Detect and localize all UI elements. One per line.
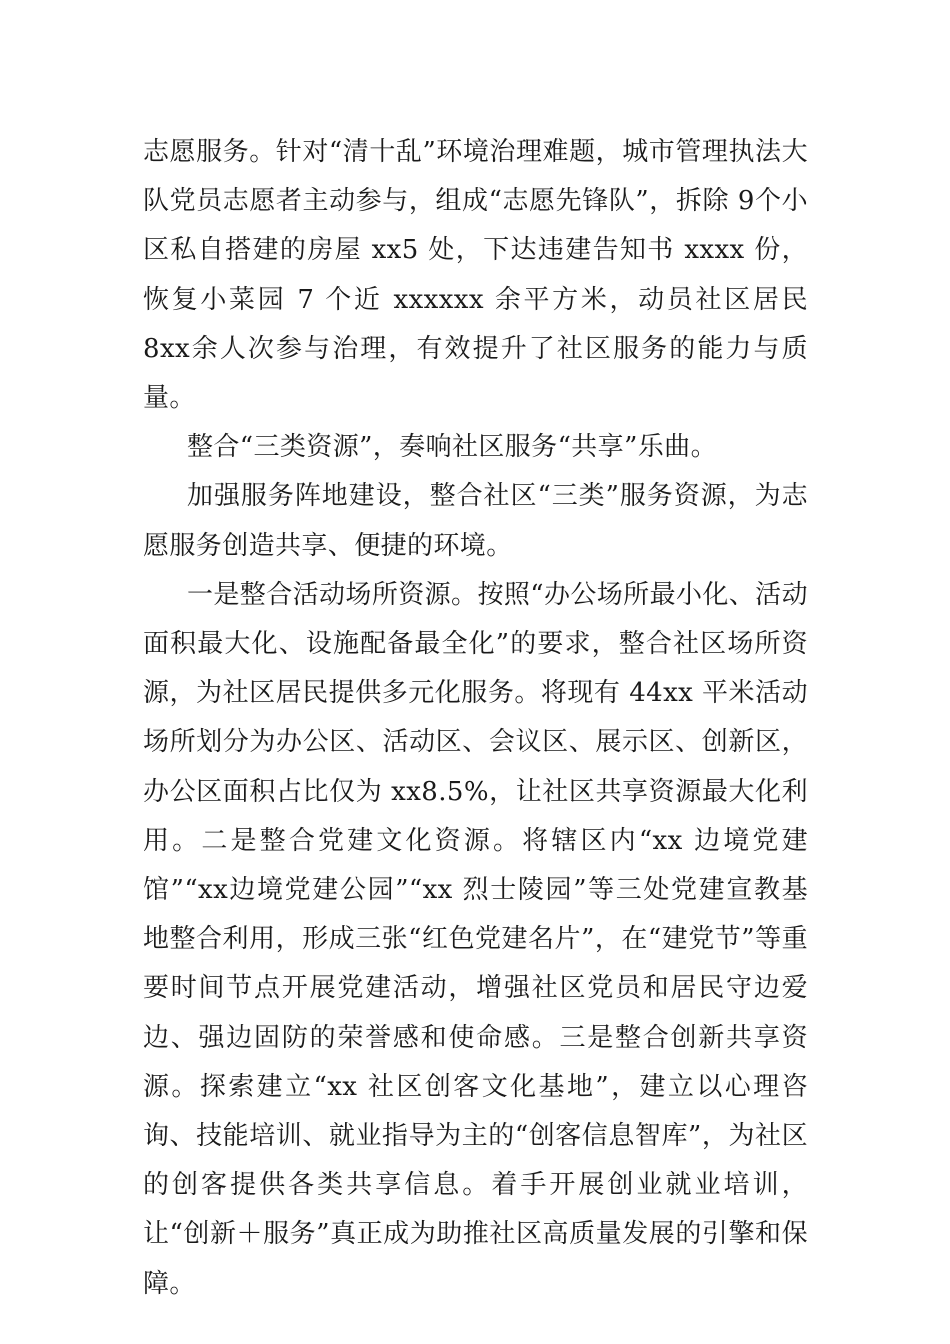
- paragraph-section-heading: 整合“三类资源”，奏响社区服务“共享”乐曲。: [187, 432, 717, 463]
- paragraph-resource-integration: 一是整合活动场所资源。按照“办公场所最小化、活动面积最大化、设施配备最全化”的要求，整合社区场所资源，为社区居民提供多元化服务。将现有 44xx 平米活动场所划分为办公区、活动区、会议区、展示区、创新区，办公区面积占比仅为 xx8.5%，让社区共享资源最大化利用。二是整合党建文化资源。将辖区内“xx 边境党建馆”“xx边境党建公园”“xx 烈士陵园”等三处党建宣教基地整合利用，形成三张“红色党建名片”，在“建党节”等重要时间节点开展党建活动，增强社区党员和居民守边爱边、强边固防的荣誉感和使命感。三是整合创新共享资源。探索建立“xx 社区创客文化基地”，建立以心理咨询、技能培训、就业指导为主的“创客信息智库”，为社区的创客提供各类共享信息。着手开展创业就业培训，让“创新＋服务”真正成为助推社区高质量发展的引擎和保障。: [143, 579, 808, 1299]
- document-body: [143, 128, 808, 1309]
- paragraph-intro: 加强服务阵地建设，整合社区“三类”服务资源，为志愿服务创造共享、便捷的环境。: [143, 481, 808, 561]
- paragraph-volunteer-service: 志愿服务。针对“清十乱”环境治理难题，城市管理执法大队党员志愿者主动参与，组成“志愿先锋队”，拆除 9个小区私自搭建的房屋 xx5 处，下达违建告知书 xxxx 份，恢复小菜园 7 个近 xxxxxx 余平方米，动员社区居民 8xx余人次参与治理，有效提升了社区服务的能力与质量。: [143, 137, 808, 414]
